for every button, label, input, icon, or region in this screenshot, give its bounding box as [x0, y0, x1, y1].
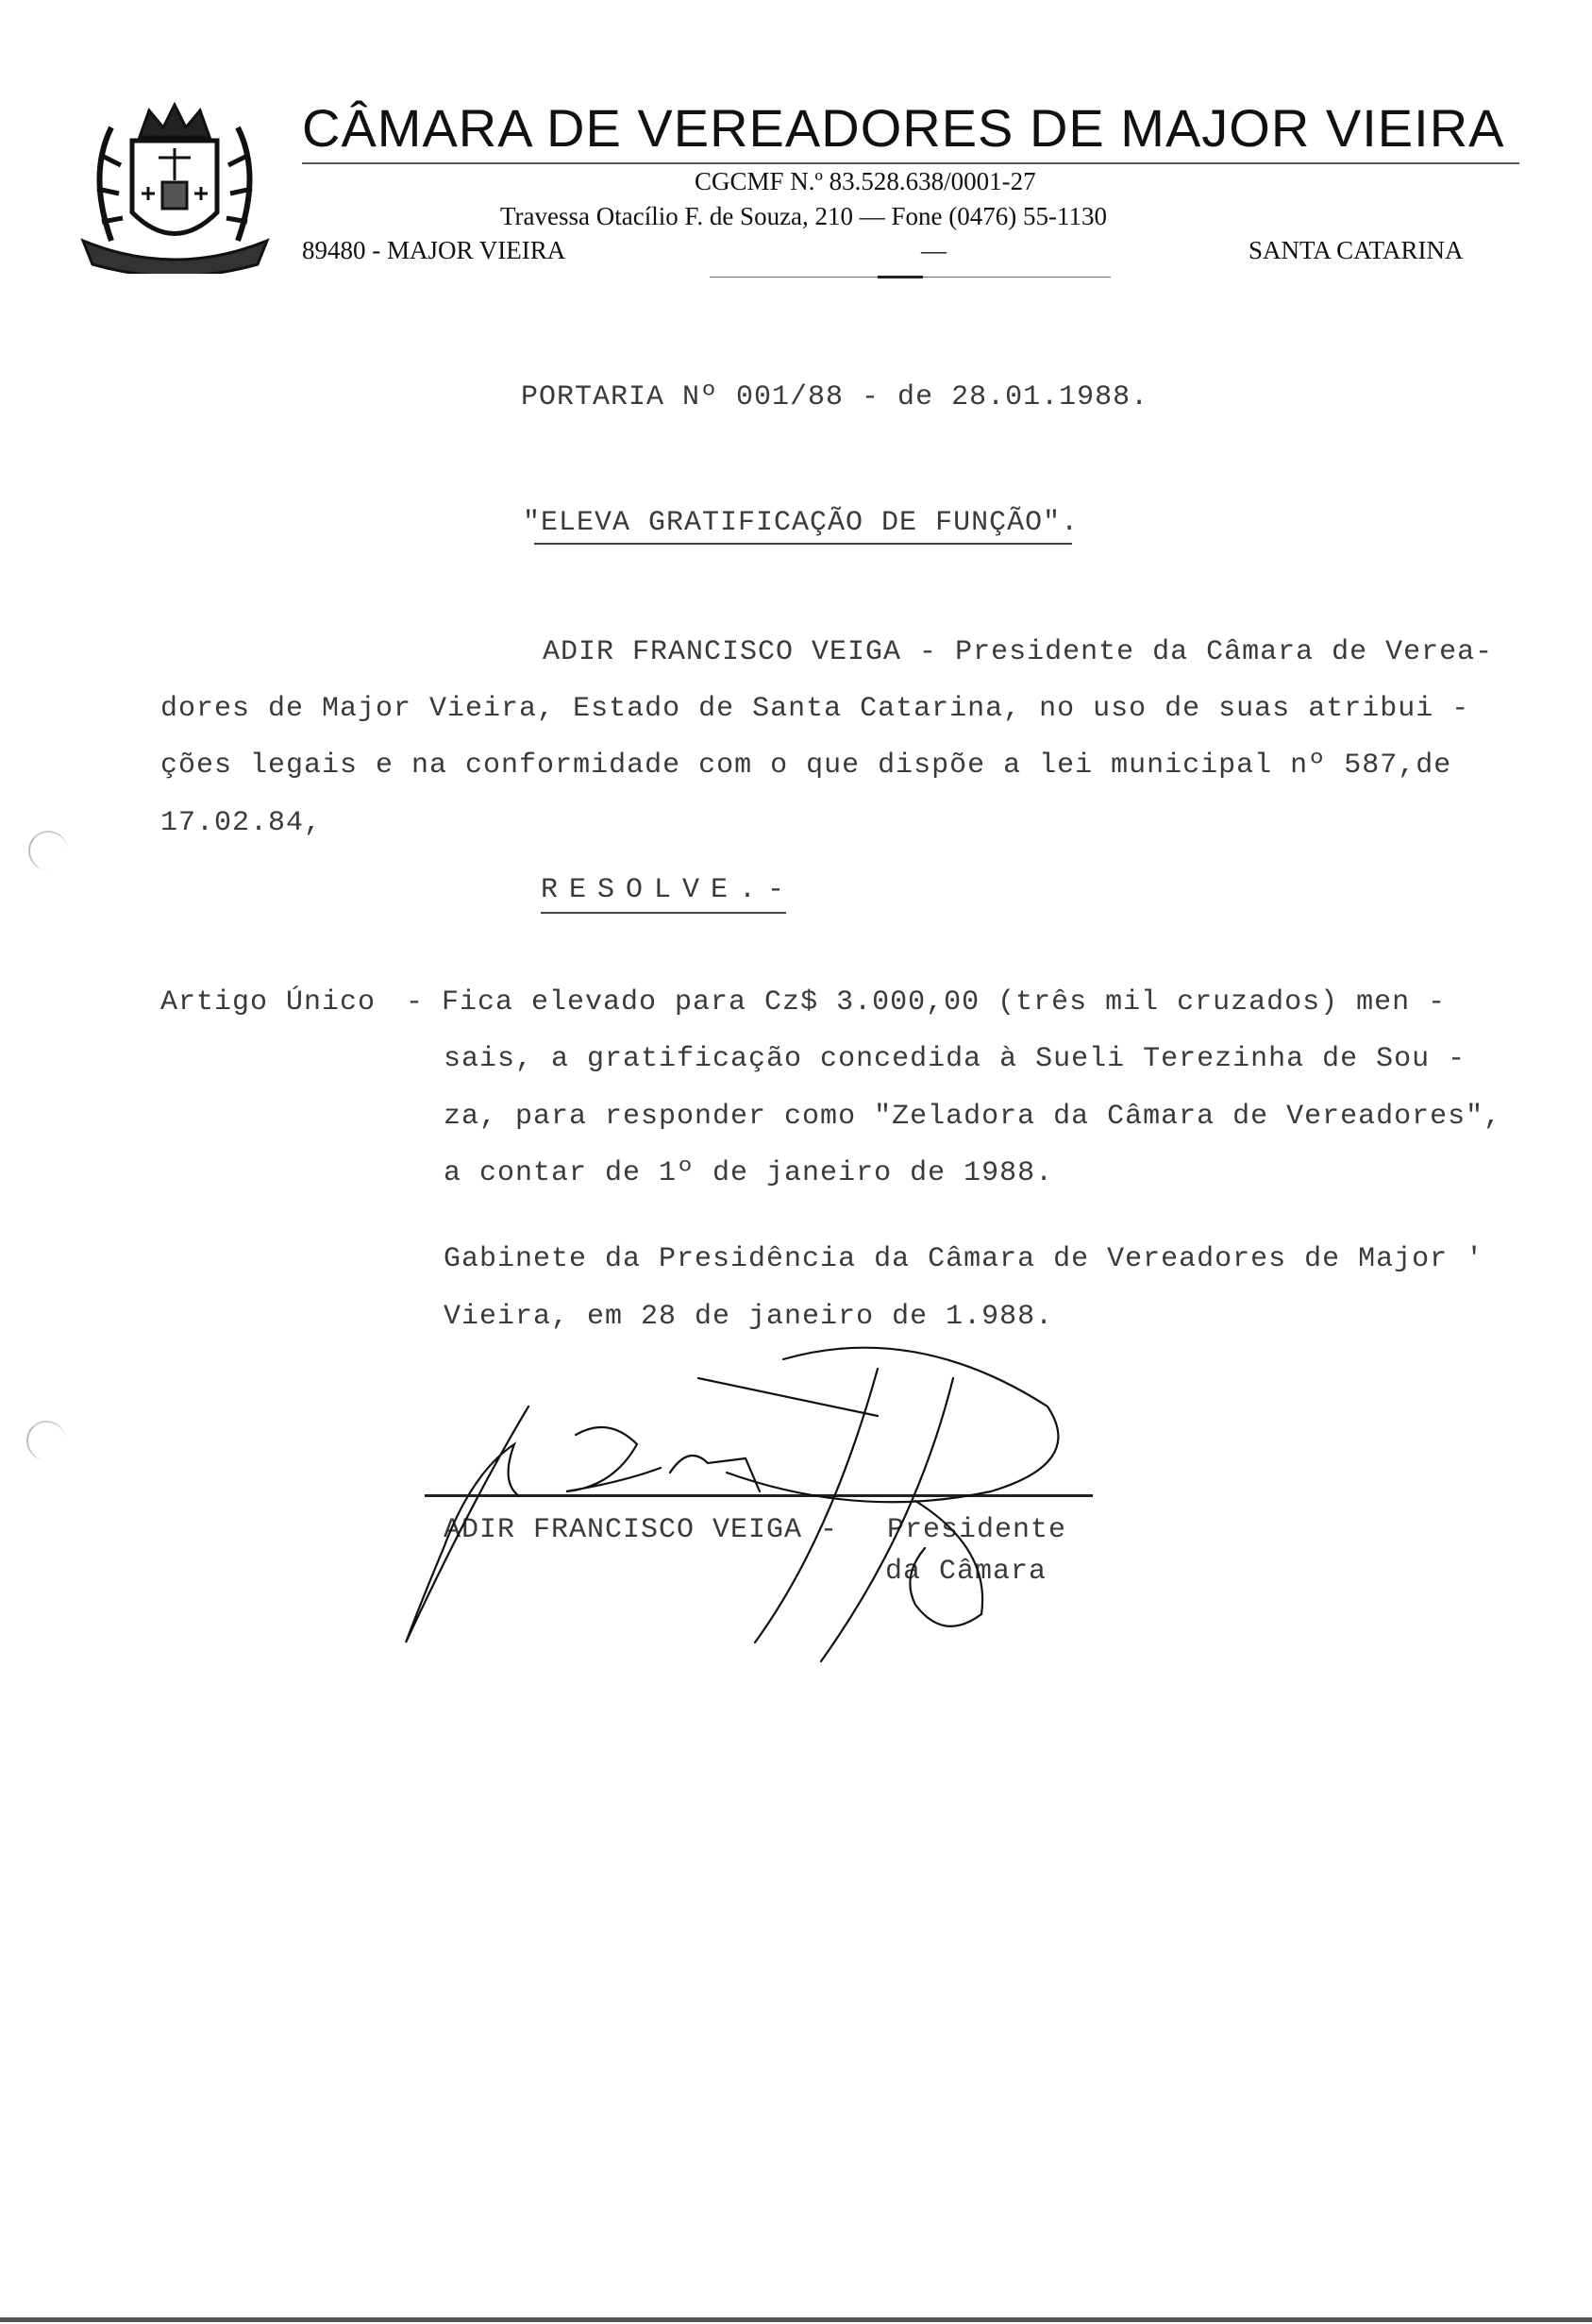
cgcmf-number: CGCMF N.º 83.528.638/0001-27 — [695, 167, 1036, 195]
state-line: SANTA CATARINA — [1248, 236, 1464, 264]
handwritten-signature — [387, 1303, 1104, 1671]
coat-of-arms-icon — [74, 99, 277, 274]
article-line: za, para responder como "Zeladora da Câmara de Vereadores", — [444, 1101, 1502, 1133]
document-subject: "ELEVA GRATIFICAÇÃO DE FUNÇÃO". — [523, 507, 1080, 539]
article-label: Artigo Único — [160, 986, 377, 1019]
page-edge — [0, 2317, 1592, 2322]
punch-hole — [26, 1421, 66, 1460]
subject-underline — [534, 543, 1072, 545]
punch-hole — [28, 831, 68, 870]
address-line: Travessa Otacílio F. de Souza, 210 — Fone (0476) 55-1130 — [500, 202, 1108, 230]
article-line: - Fica elevado para Cz$ 3.000,00 (três mil cruzados) men - — [406, 986, 1447, 1019]
closing-line: Gabinete da Presidência da Câmara de Vereadores de Major ' — [444, 1243, 1484, 1275]
preamble-line: ADIR FRANCISCO VEIGA - Presidente da Câmara de Verea- — [543, 636, 1494, 668]
document-title: PORTARIA Nº 001/88 - de 28.01.1988. — [521, 381, 1149, 413]
closing-line: Vieira, em 28 de janeiro de 1.988. — [444, 1301, 1054, 1333]
header-divider — [302, 162, 1519, 164]
article-line: a contar de 1º de janeiro de 1988. — [444, 1157, 1054, 1189]
article-line: sais, a gratificação concedida à Sueli Terezinha de Sou - — [444, 1043, 1466, 1075]
preamble-line: ções legais e na conformidade com o que dispõe a lei municipal nº 587,de — [160, 749, 1452, 782]
resolve-heading: RESOLVE.- — [541, 874, 796, 906]
preamble-line: 17.02.84, — [160, 807, 323, 839]
org-name: CÂMARA DE VEREADORES DE MAJOR VIEIRA — [302, 98, 1505, 158]
signer-role: da Câmara — [885, 1556, 1047, 1588]
small-divider-mark — [878, 276, 923, 278]
header-dash: — — [921, 236, 947, 264]
signer-name: ADIR FRANCISCO VEIGA - — [444, 1514, 839, 1546]
resolve-underline — [541, 912, 786, 914]
city-line: 89480 - MAJOR VIEIRA — [302, 236, 566, 264]
preamble-line: dores de Major Vieira, Estado de Santa Catarina, no uso de suas atribui - — [160, 693, 1470, 725]
signer-role: Presidente — [887, 1514, 1067, 1546]
